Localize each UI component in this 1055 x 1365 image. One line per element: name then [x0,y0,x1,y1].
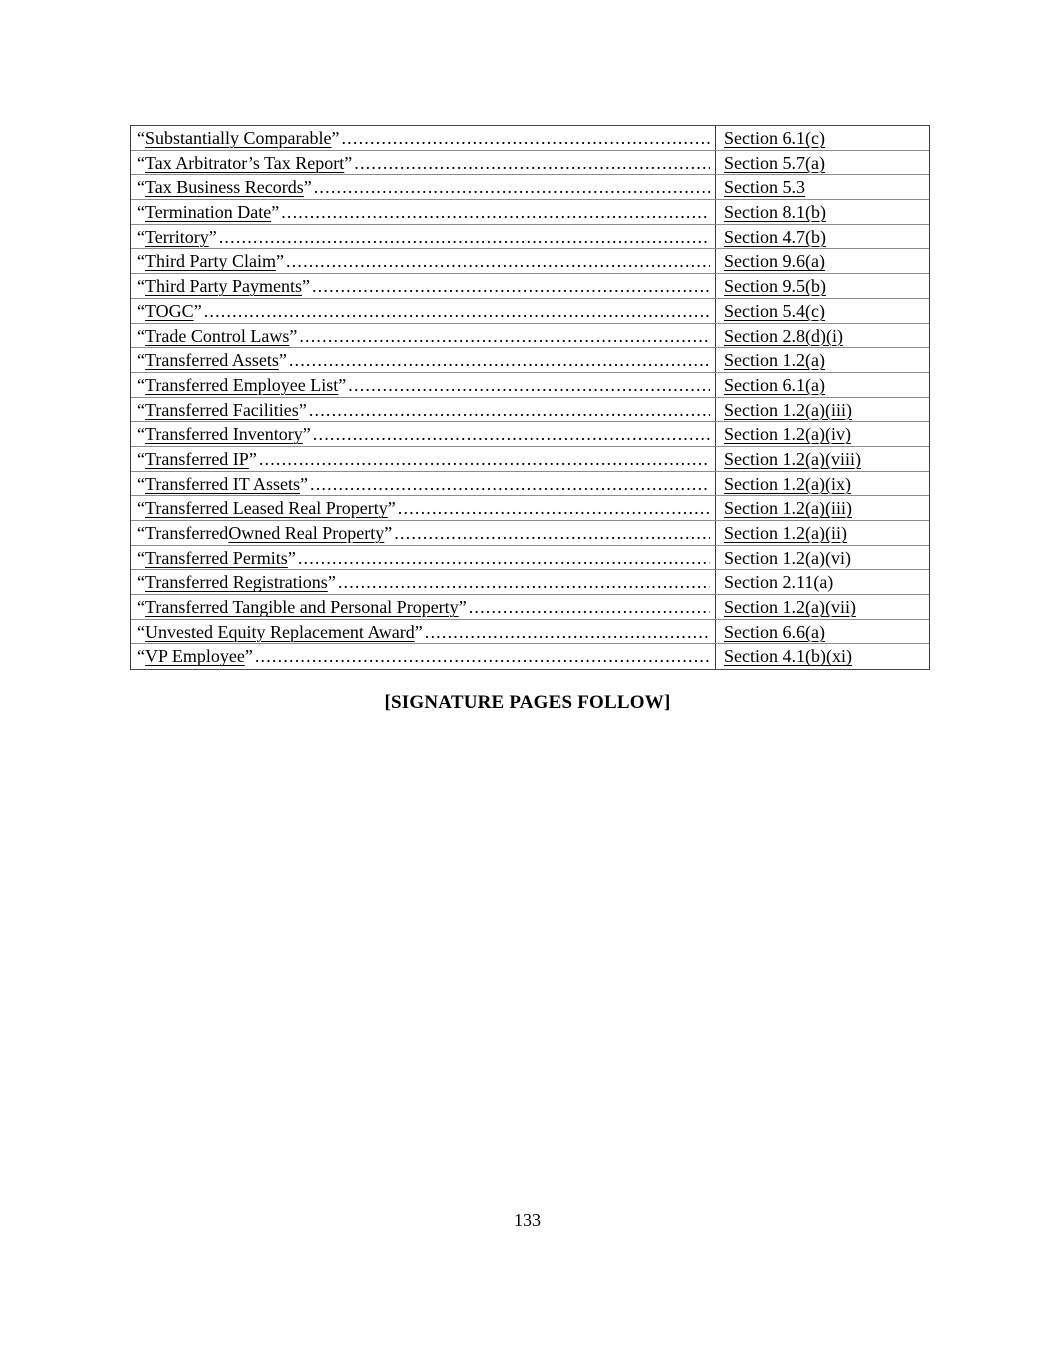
section-cell [716,546,929,570]
table-row [131,644,929,669]
dot-leader [286,249,710,273]
term-cell [131,570,716,594]
table-row [131,126,929,151]
term-text: Tax Business Records [145,177,304,198]
dot-leader [289,348,710,372]
open-quote: “ [137,202,145,223]
term-cell [131,472,716,496]
dot-leader [338,570,710,594]
section-ref: Section 9.6(a) [724,251,825,272]
table-row [131,200,929,225]
section-ref: Section 6.1(a) [724,374,825,395]
open-quote: “ [137,177,145,198]
open-quote: “ [137,350,145,371]
section-ref: Section 1.2(a)(iii) [724,498,852,519]
defined-terms-table [130,125,930,670]
close-quote: ” [338,374,347,395]
open-quote: “ [137,547,145,568]
section-cell [716,620,929,644]
section-cell [716,225,929,249]
term-text: Transferred Permits [145,547,288,568]
section-ref: Section 4.7(b) [724,226,826,247]
term-cell [131,422,716,446]
term-cell [131,225,716,249]
term-cell [131,175,716,199]
section-ref: Section 9.5(b) [724,276,826,297]
close-quote: ” [298,399,307,420]
open-quote: “ [137,152,145,173]
close-quote: ” [193,300,202,321]
section-ref: Section 6.6(a) [724,621,825,642]
section-ref: Section 2.11(a) [724,572,834,593]
section-cell [716,299,929,323]
section-ref: Section 1.2(a)(iv) [724,424,851,445]
term-cell [131,521,716,545]
term-text: Third Party Payments [145,276,302,297]
open-quote: “ [137,572,145,593]
close-quote: ” [387,498,396,519]
term-cell [131,200,716,224]
term-text: Transferred IP [145,448,249,469]
dot-leader [309,398,710,422]
section-ref: Section 1.2(a)(vii) [724,597,856,618]
section-cell [716,274,929,298]
term-cell [131,249,716,273]
term-text: Transferred Leased Real Property [145,498,388,519]
table-row [131,225,929,250]
term-text: TOGC [145,300,194,321]
section-ref: Section 5.4(c) [724,300,825,321]
term-cell [131,546,716,570]
section-cell [716,373,929,397]
close-quote: ” [344,152,353,173]
term-text: Transferred Employee List [145,374,339,395]
close-quote: ” [275,251,284,272]
dot-leader [394,521,710,545]
table-row [131,422,929,447]
table-row [131,472,929,497]
section-ref: Section 5.3 [724,177,805,198]
section-cell [716,126,929,150]
open-quote: “ [137,251,145,272]
term-cell [131,644,716,669]
table-row [131,151,929,176]
table-row [131,447,929,472]
dot-leader [281,200,710,224]
open-quote: “ [137,399,145,420]
signature-pages-note: [SIGNATURE PAGES FOLLOW] [384,692,671,713]
open-quote: “ [137,128,145,148]
table-row [131,398,929,423]
table-row [131,249,929,274]
term-cell [131,447,716,471]
section-ref: Section 1.2(a)(iii) [724,399,852,420]
section-cell [716,422,929,446]
open-quote: “ [137,424,145,445]
section-ref: Section 4.1(b)(xi) [724,646,852,667]
term-text: Transferred Registrations [145,572,328,593]
open-quote: “ [137,498,145,519]
open-quote: “ [137,646,145,667]
section-cell [716,496,929,520]
close-quote: ” [302,424,311,445]
term-cell [131,620,716,644]
open-quote: “ [137,448,145,469]
table-row [131,175,929,200]
table-row [131,373,929,398]
table-row [131,570,929,595]
table-row [131,546,929,571]
dot-leader [425,620,710,644]
open-quote: “ [137,473,145,494]
section-cell [716,151,929,175]
close-quote: ” [244,646,253,667]
term-cell [131,274,716,298]
term-prefix: Transferred [145,523,229,543]
section-ref: Section 2.8(d)(i) [724,325,843,346]
table-row [131,620,929,645]
open-quote: “ [137,300,145,321]
term-cell [131,398,716,422]
term-text: Transferred Assets [145,350,279,371]
term-text: Substantially Comparable [145,128,332,148]
close-quote: ” [248,448,257,469]
close-quote: ” [271,202,280,223]
term-text: Trade Control Laws [145,325,290,346]
table-row [131,299,929,324]
close-quote: ” [414,621,423,642]
open-quote: “ [137,374,145,395]
section-ref: Section 1.2(a)(viii) [724,448,861,469]
close-quote: ” [289,325,298,346]
section-ref: Section 8.1(b) [724,202,826,223]
close-quote: ” [301,276,310,297]
term-text: Tax Arbitrator’s Tax Report [145,152,345,173]
section-cell [716,175,929,199]
section-cell [716,447,929,471]
section-cell [716,595,929,619]
table-row [131,348,929,373]
table-row [131,595,929,620]
section-cell [716,570,929,594]
section-cell [716,348,929,372]
section-ref: Section 1.2(a)(ii) [724,523,847,543]
page-number: 133 [514,1210,541,1230]
dot-leader [255,644,710,668]
dot-leader [312,274,710,298]
close-quote: ” [384,523,393,543]
close-quote: ” [208,226,217,247]
close-quote: ” [300,473,308,494]
term-text: Unvested Equity Replacement Award [145,621,415,642]
term-cell [131,348,716,372]
open-quote: “ [137,325,145,346]
section-cell [716,398,929,422]
term-text: Third Party Claim [145,251,276,272]
section-ref: Section 1.2(a) [724,350,825,371]
term-text: Transferred Inventory [145,424,303,445]
dot-leader [469,595,710,619]
dot-leader [259,447,710,471]
open-quote: “ [137,276,145,297]
dot-leader [314,175,710,199]
dot-leader [204,299,710,323]
dot-leader [398,496,710,520]
section-ref: Section 6.1(c) [724,128,825,148]
dot-leader [219,225,710,249]
dot-leader [341,126,710,150]
term-text: Transferred IT Assets [145,473,300,494]
section-cell [716,200,929,224]
term-cell [131,126,716,150]
section-cell [716,644,929,669]
section-ref: Section 5.7(a) [724,152,825,173]
dot-leader [354,151,710,175]
section-cell [716,324,929,348]
close-quote: ” [331,128,340,148]
term-text: Transferred Tangible and Personal Property [145,597,459,618]
open-quote: “ [137,597,145,618]
close-quote: ” [303,177,312,198]
section-ref: Section 1.2(a)(vi) [724,547,851,568]
term-text: Owned Real Property [228,523,385,543]
term-text: Transferred Facilities [145,399,299,420]
close-quote: ” [327,572,336,593]
dot-leader [313,422,710,446]
term-text: Territory [145,226,209,247]
term-cell [131,151,716,175]
section-cell [716,521,929,545]
close-quote: ” [458,597,467,618]
open-quote: “ [137,226,145,247]
term-cell [131,324,716,348]
term-cell [131,373,716,397]
dot-leader [348,373,710,397]
term-cell [131,496,716,520]
table-row [131,324,929,349]
open-quote: “ [137,523,145,543]
term-text: Termination Date [145,202,272,223]
section-ref: Section 1.2(a)(ix) [724,473,851,494]
table-row [131,496,929,521]
term-cell [131,299,716,323]
dot-leader [310,472,710,496]
dot-leader [299,324,710,348]
section-cell [716,472,929,496]
close-quote: ” [278,350,287,371]
close-quote: ” [287,547,296,568]
term-text: VP Employee [145,646,245,667]
section-cell [716,249,929,273]
term-cell [131,595,716,619]
table-row [131,521,929,546]
open-quote: “ [137,621,145,642]
table-row [131,274,929,299]
dot-leader [298,546,710,570]
